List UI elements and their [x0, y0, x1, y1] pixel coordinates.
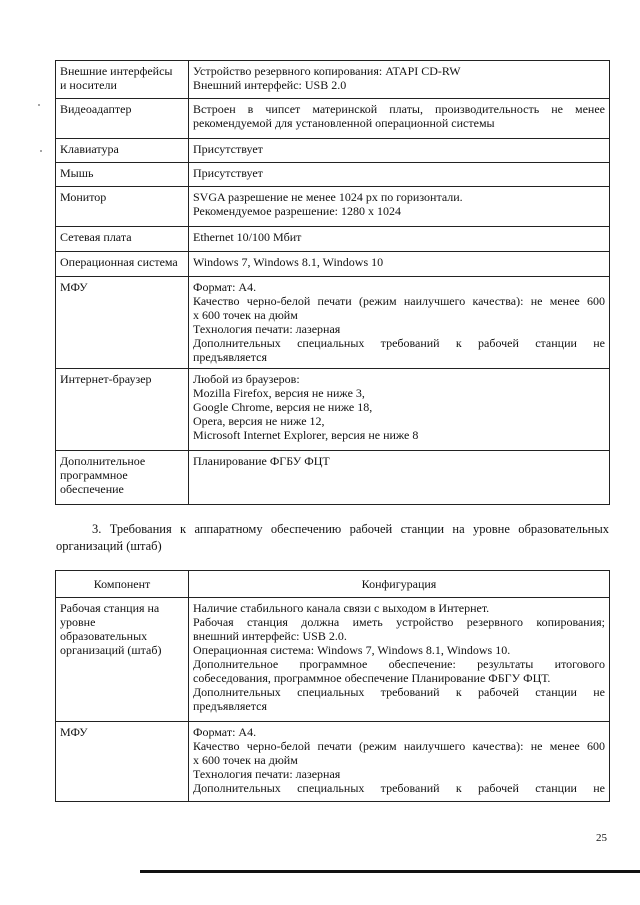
component-cell: Рабочая станция на уровне образовательных организаций (штаб) [56, 598, 189, 722]
table-row [56, 139, 610, 163]
component-cell: Клавиатура [56, 139, 189, 163]
configuration-cell: Встроен в чипсет материнской платы, производительность не менее рекомендуемой для установленной операционной системы [189, 99, 610, 139]
table-row [56, 369, 610, 451]
table-row [56, 227, 610, 252]
component-cell: Дополнительное программное обеспечение [56, 451, 189, 505]
table-row [56, 187, 610, 227]
configuration-cell: Наличие стабильного канала связи с выходом в Интернет. Рабочая станция должна иметь устройство резервного копирования; внешний интерфейс: USB 2.0. Операционная система: Windows 7, Windows 8.1, Windows 10. Дополнительное программное обеспечение: результаты итогового собеседования, программное обеспечение Планирование ФБГУ ФЦТ. Дополнительных специальных требований к рабочей станции не предъявляется [189, 598, 610, 722]
configuration-cell: Формат: А4. Качество черно-белой печати (режим наилучшего качества): не менее 600 х 600 точек на дюйм Технология печати: лазерная Дополнительных специальных требований к рабочей станции не предъявляется [189, 277, 610, 369]
configuration-cell: Любой из браузеров: Mozilla Firefox, версия не ниже 3, Google Chrome, версия не ниже 18, Opera, версия не ниже 12, Microsoft Internet Explorer, версия не ниже 8 [189, 369, 610, 451]
component-cell: Видеоадаптер [56, 99, 189, 139]
column-header-configuration: Конфигурация [189, 571, 610, 598]
table-row [56, 99, 610, 139]
component-cell: Внешние интерфейсы и носители [56, 61, 189, 99]
component-cell: Интернет-браузер [56, 369, 189, 451]
configuration-cell: Ethernet 10/100 Мбит [189, 227, 610, 252]
hardware-requirements-table [55, 60, 610, 505]
component-cell: Сетевая плата [56, 227, 189, 252]
table-row [56, 277, 610, 369]
column-header-component: Компонент [56, 571, 189, 598]
headquarters-requirements-table [55, 570, 610, 802]
table-header-row [56, 571, 610, 598]
table-row [56, 61, 610, 99]
configuration-cell: Устройство резервного копирования: ATAPI CD-RW Внешний интерфейс: USB 2.0 [189, 61, 610, 99]
table-row [56, 163, 610, 187]
configuration-cell: Присутствует [189, 163, 610, 187]
component-cell: МФУ [56, 277, 189, 369]
page-number: 25 [596, 832, 607, 844]
scan-speck [40, 150, 42, 152]
table-row [56, 722, 610, 802]
table-row [56, 598, 610, 722]
component-cell: Монитор [56, 187, 189, 227]
configuration-cell: SVGA разрешение не менее 1024 px по горизонтали. Рекомендуемое разрешение: 1280 х 1024 [189, 187, 610, 227]
scan-speck [38, 104, 40, 106]
table-row [56, 451, 610, 505]
component-cell: МФУ [56, 722, 189, 802]
configuration-cell: Windows 7, Windows 8.1, Windows 10 [189, 252, 610, 277]
component-cell: Мышь [56, 163, 189, 187]
configuration-cell: Присутствует [189, 139, 610, 163]
section-heading: 3. Требования к аппаратному обеспечению рабочей станции на уровне образовательных организаций (штаб) [56, 522, 609, 553]
scan-edge-bar [140, 870, 640, 873]
configuration-cell: Формат: А4. Качество черно-белой печати (режим наилучшего качества): не менее 600 х 600 точек на дюйм Технология печати: лазерная Дополнительных специальных требований к рабочей станции не [189, 722, 610, 802]
configuration-cell: Планирование ФГБУ ФЦТ [189, 451, 610, 505]
table-row [56, 252, 610, 277]
component-cell: Операционная система [56, 252, 189, 277]
